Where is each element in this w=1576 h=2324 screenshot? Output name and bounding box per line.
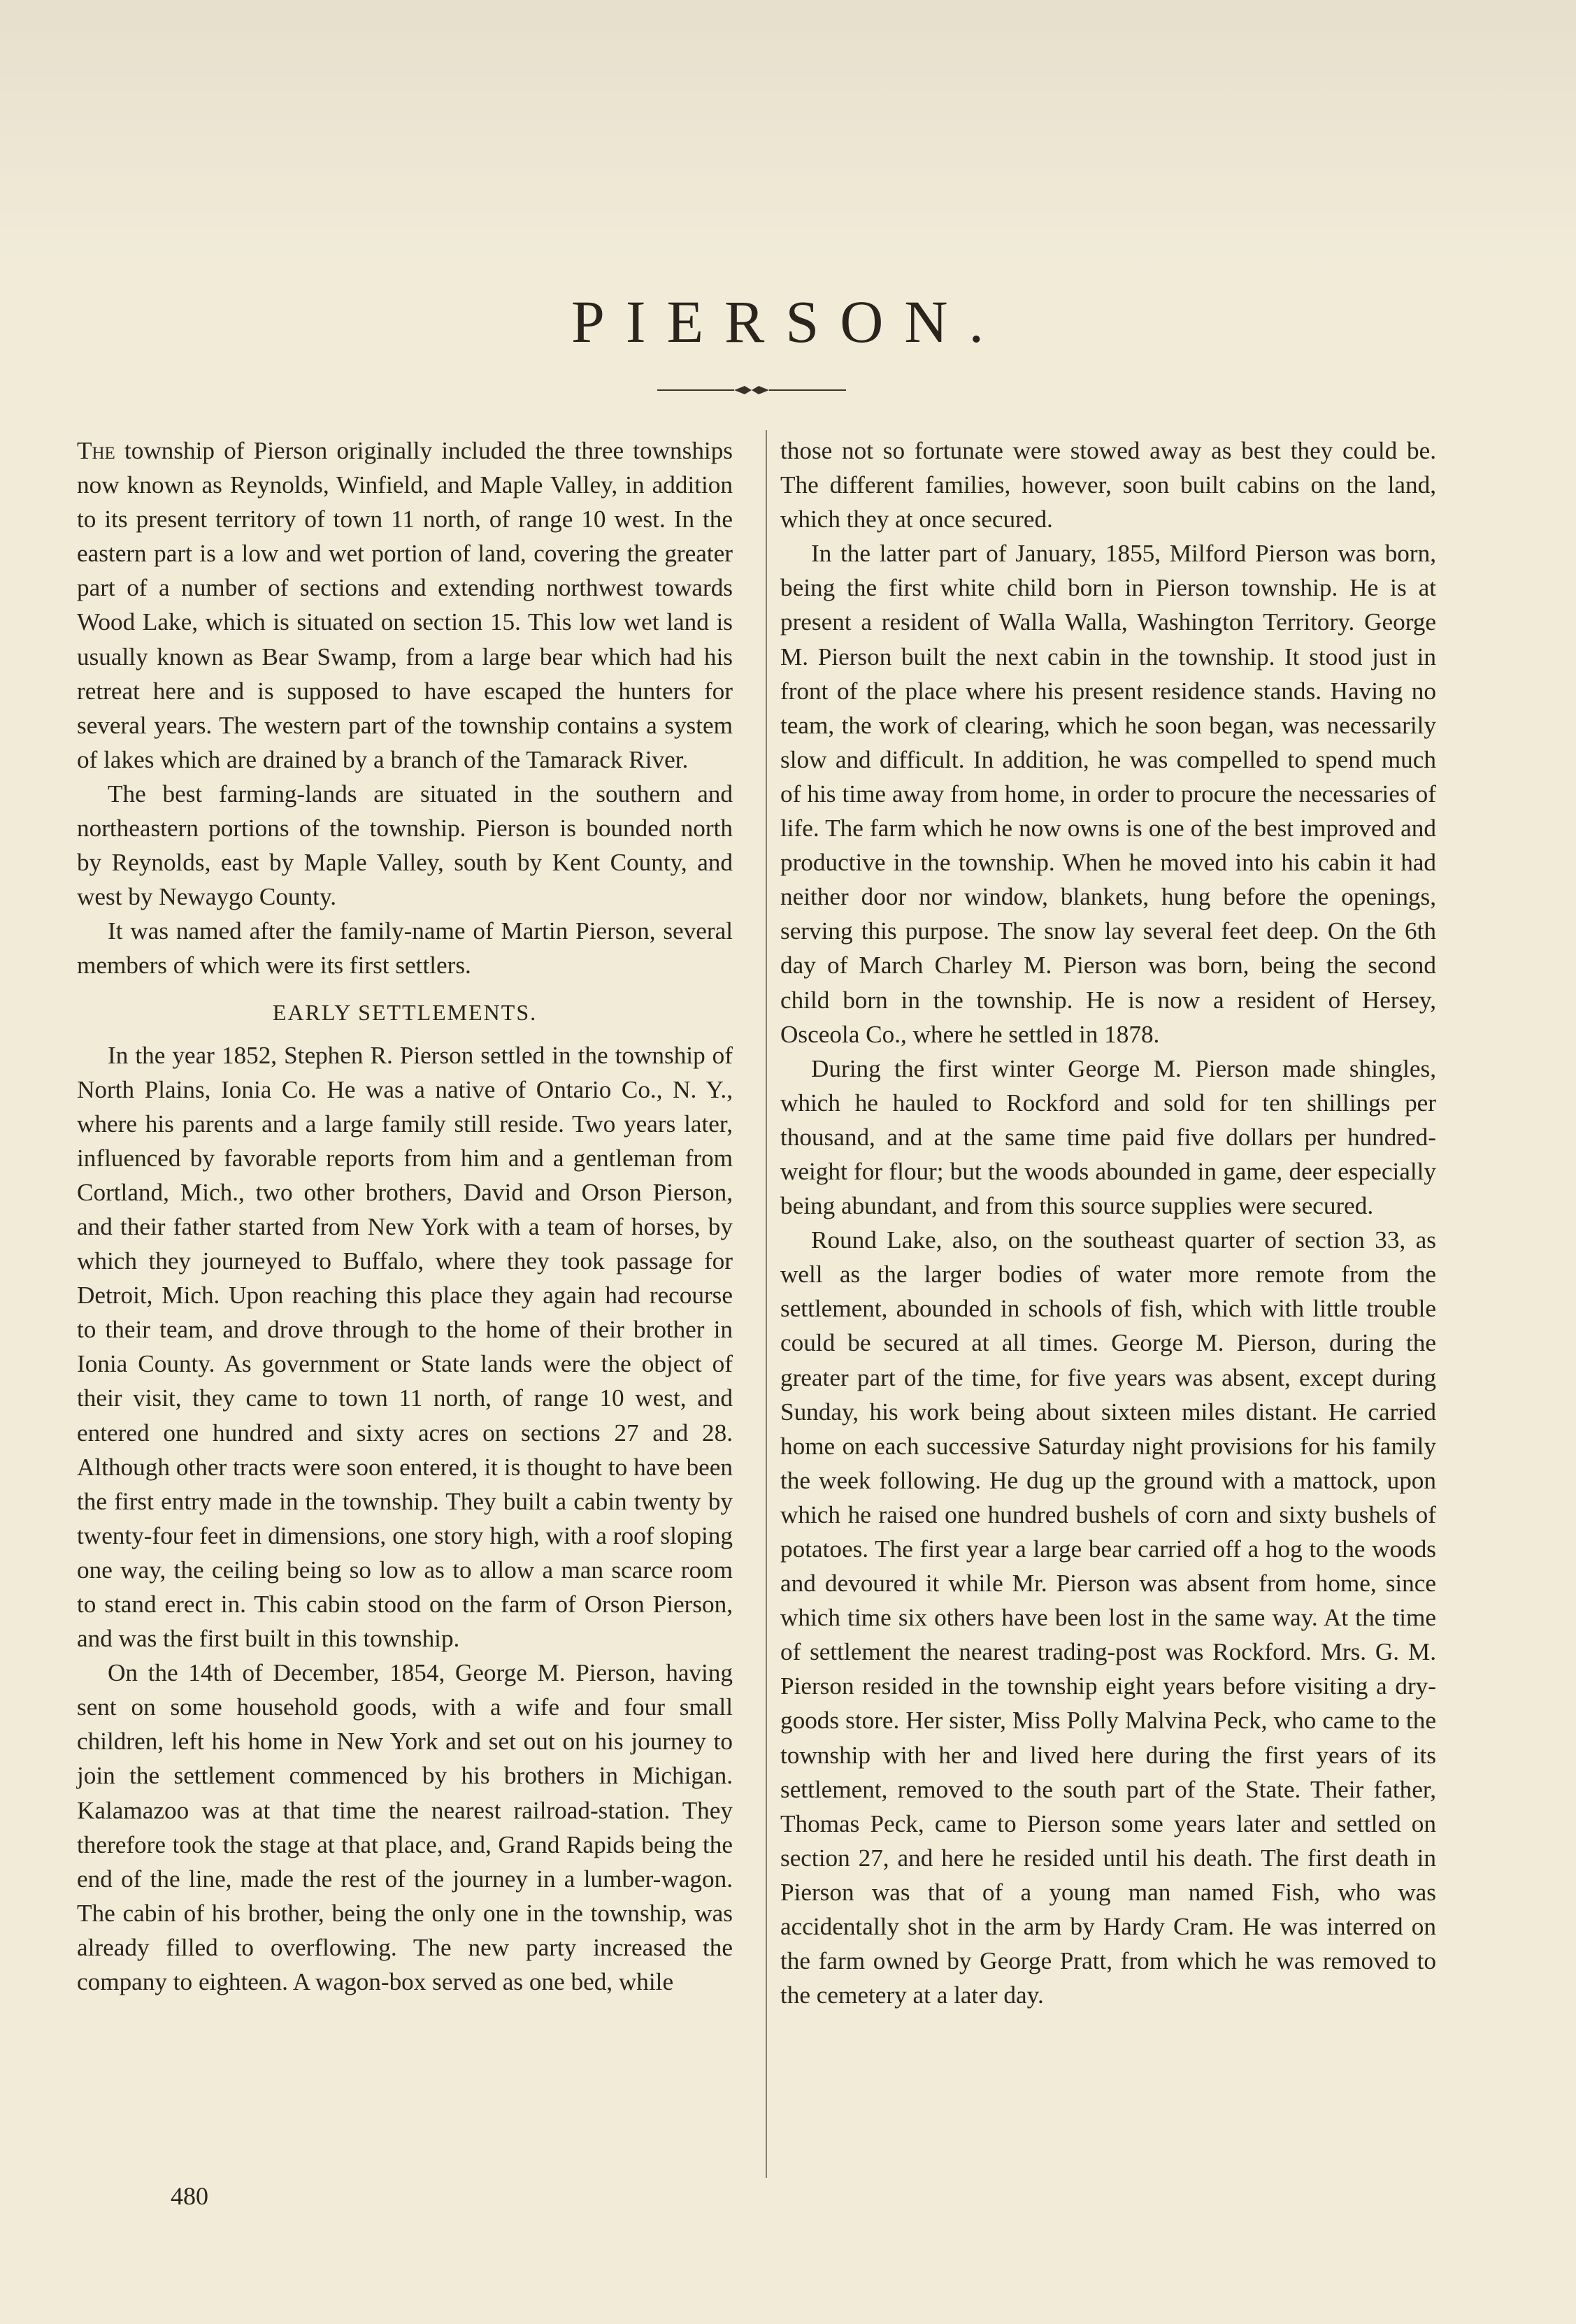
facing-page-bleed [0, 0, 1576, 266]
page-number: 480 [171, 2182, 208, 2210]
right-column [780, 433, 1436, 2012]
section-heading-early-settlements: EARLY SETTLEMENTS. [272, 999, 538, 1025]
settlement-paragraph-3: In the latter part of January, 1855, Milford Pierson was born, being the first white child born in Pierson township. He is at present a resident of Walla Walla, Washington Territory. George M. Pierson built the next cabin in the township. It stood just in front of the place where his present residence stands. Having no team, the work of clearing, which he soon began, was necessarily slow and difficult. In addition, he was compelled to spend much of his time away from home, in order to procure the necessaries of life. The farm which he now owns is one of the best improved and productive in the township. When he moved into his cabin it had neither door nor window, blankets, hung before the openings, serving this purpose. The snow lay several feet deep. On the 6th day of March Charley M. Pierson was born, being the second child born in the township. He is now a resident of Hersey, Osceola Co., where he settled in 1878. [780, 540, 1436, 1048]
left-column [77, 433, 733, 1999]
settlement-paragraph-5: Round Lake, also, on the southeast quarter of section 33, as well as the larger bodies of water more remote from the settlement, abounded in schools of fish, which with little trouble could be secured at all times. George M. Pierson, during the greater part of the time, for five years was absent, except during Sunday, his work being about sixteen miles distant. He carried home on each successive Saturday night provisions for his family the week following. He dug up the ground with a mattock, upon which he raised one hundred bushels of corn and sixty bushels of potatoes. The first year a large bear carried off a hog to the woods and devoured it while Mr. Pierson was absent from home, since which time six others have been lost in the same way. At the time of settlement the nearest trading-post was Rockford. Mrs. G. M. Pierson resided in the township eight years before visiting a dry-goods store. Her sister, Miss Polly Malvina Peck, who came to the township with her and lived here during the first years of its settlement, removed to the south part of the State. Their father, Thomas Peck, came to Pierson some years later and settled on section 27, and here he resided until his death. The first death in Pierson was that of a young man named Fish, who was accidentally shot in the arm by Hardy Cram. He was interred on the farm owned by George Pratt, from which he was removed to the cemetery at a later day. [780, 1226, 1436, 2009]
column-divider [766, 430, 767, 2178]
title-ornament [657, 383, 846, 397]
settlement-paragraph-2-continued: those not so fortunate were stowed away as best they could be. The different families, however, soon built cabins on the land, which they at once secured. [780, 437, 1436, 533]
page-title: PIERSON. [571, 288, 1005, 355]
intro-paragraph-3: It was named after the family-name of Martin Pierson, several members of which were its first settlers. [77, 917, 733, 980]
settlement-paragraph-1: In the year 1852, Stephen R. Pierson settled in the township of North Plains, Ionia Co. He was a native of Ontario Co., N. Y., where his parents and a large family still reside. Two years later, influenced by favorable reports from him and a gentleman from Cortland, Mich., two other brothers, David and Orson Pierson, and their father started from New York with a team of horses, by which they journeyed to Buffalo, where they took passage for Detroit, Mich. Upon reaching this place they again had recourse to their team, and drove through to the home of their brother in Ionia County. As government or State lands were the object of their visit, they came to town 11 north, of range 10 west, and entered one hundred and sixty acres on sections 27 and 28. Although other tracts were soon entered, it is thought to have been the first entry made in the township. They built a cabin twenty by twenty-four feet in dimensions, one story high, with a roof sloping one way, the ceiling being so low as to allow a man scarce room to stand erect in. This cabin stood on the farm of Orson Pierson, and was the first built in this township. [77, 1041, 733, 1653]
intro-text-1: township of Pierson originally included the three townships now known as Reynolds, Winfield, and Maple Valley, in addition to its present territory of town 11 north, of range 10 west. In the eastern part is a low and wet portion of land, covering the greater part of a number of sections and extending northwest towards Wood Lake, which is situated on section 15. This low wet land is usually known as Bear Swamp, from a large bear which had his retreat here and is supposed to have escaped the hunters for several years. The western part of the township contains a system of lakes which are drained by a branch of the Tamarack River. [77, 437, 733, 773]
intro-paragraph-1 [77, 433, 733, 777]
intro-paragraph-2: The best farming-lands are situated in the southern and northeastern portions of the township. Pierson is bounded north by Reynolds, east by Maple Valley, south by Kent County, and west by Newaygo County. [77, 780, 733, 911]
lead-word: The [77, 437, 115, 464]
settlement-paragraph-2: On the 14th of December, 1854, George M. Pierson, having sent on some household goods, with a wife and four small children, left his home in New York and set out on his journey to join the settlement commenced by his brothers in Michigan. Kalamazoo was at that time the nearest railroad-station. They therefore took the stage at that place, and, Grand Rapids being the end of the line, made the rest of the journey in a lumber-wagon. The cabin of his brother, being the only one in the township, was already filled to overflowing. The new party increased the company to eighteen. A wagon-box served as one bed, while [77, 1659, 733, 1996]
settlement-paragraph-4: During the first winter George M. Pierson made shingles, which he hauled to Rockford and sold for ten shillings per thousand, and at the same time paid five dollars per hundred-weight for flour; but the woods abounded in game, deer especially being abundant, and from this source supplies were secured. [780, 1054, 1436, 1220]
